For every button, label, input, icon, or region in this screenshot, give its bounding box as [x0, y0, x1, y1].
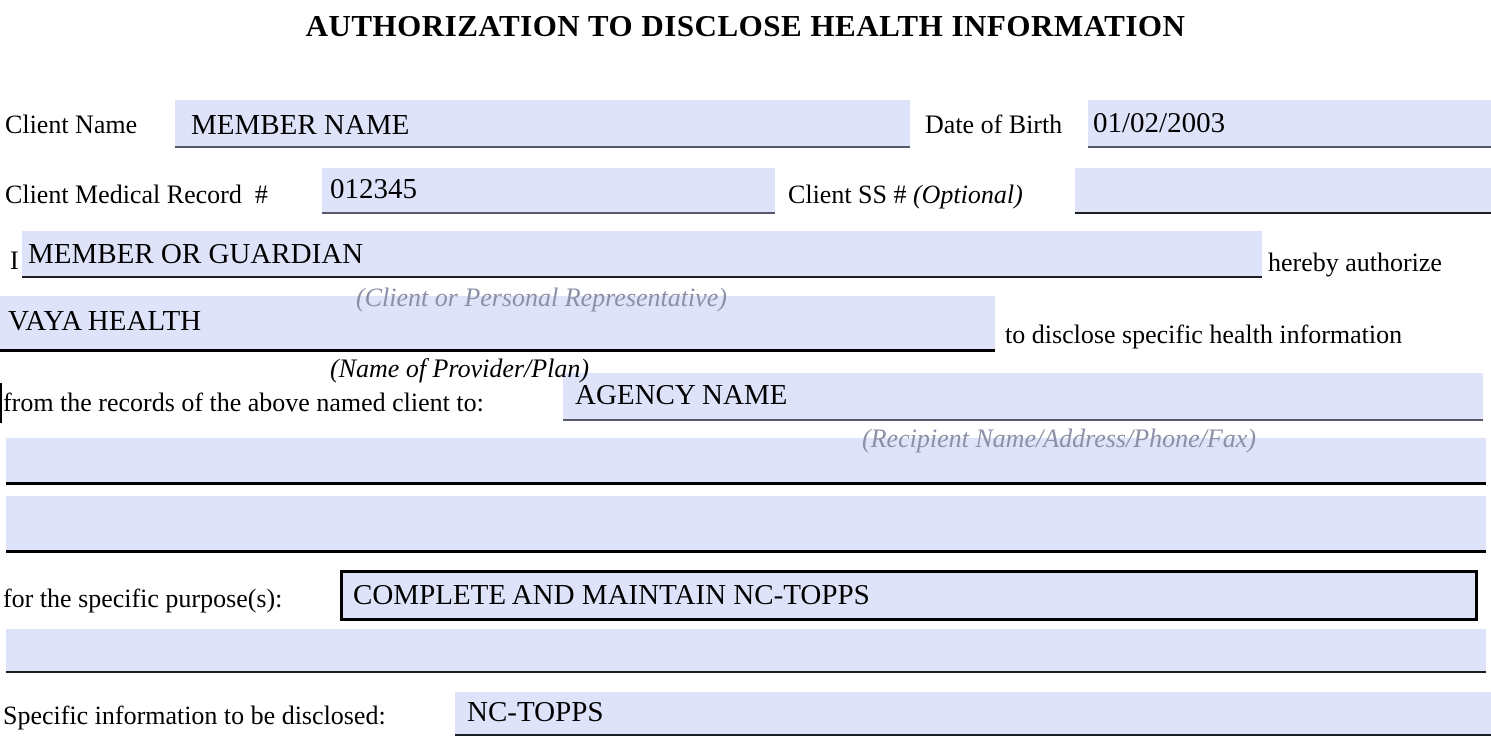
- authorizer-prefix: I: [10, 246, 19, 275]
- authorizer-caption: (Client or Personal Representative): [356, 283, 727, 312]
- ss-number-label: Client SS # (Optional): [788, 180, 1023, 209]
- form-title: AUTHORIZATION TO DISCLOSE HEALTH INFORMATION: [305, 8, 1186, 43]
- client-name-field[interactable]: [175, 100, 910, 148]
- recipient-field[interactable]: [563, 373, 1483, 421]
- medical-record-field[interactable]: [322, 168, 775, 214]
- ss-number-field[interactable]: [1075, 168, 1491, 214]
- purpose-field[interactable]: [340, 570, 1478, 621]
- date-of-birth-value: 01/02/2003: [1093, 107, 1226, 139]
- medical-record-value: 012345: [330, 173, 417, 205]
- purpose-extra-line-field[interactable]: [6, 629, 1486, 673]
- recipient-extra-line-2-field[interactable]: [6, 496, 1486, 553]
- disclosure-label: Specific information to be disclosed:: [3, 701, 386, 730]
- ss-optional-label: (Optional): [912, 180, 1023, 209]
- recipient-caption: (Recipient Name/Address/Phone/Fax): [862, 424, 1256, 453]
- authorizer-value: MEMBER OR GUARDIAN: [28, 238, 364, 270]
- authorizer-field[interactable]: [22, 231, 1262, 278]
- provider-value: VAYA HEALTH: [8, 305, 202, 337]
- hereby-authorize-label: hereby authorize: [1268, 248, 1442, 277]
- disclosure-value: NC-TOPPS: [467, 696, 604, 728]
- recipient-label: from the records of the above named client to:: [3, 388, 484, 417]
- recipient-extra-line-1-field[interactable]: [6, 438, 1486, 485]
- purpose-label: for the specific purpose(s):: [3, 584, 283, 613]
- medical-record-label: Client Medical Record #: [5, 180, 268, 209]
- purpose-value: COMPLETE AND MAINTAIN NC-TOPPS: [353, 579, 870, 611]
- disclose-info-label: to disclose specific health information: [1005, 320, 1403, 349]
- text-caret: [0, 383, 2, 423]
- recipient-value: AGENCY NAME: [575, 379, 788, 411]
- date-of-birth-label: Date of Birth: [925, 110, 1063, 139]
- date-of-birth-field[interactable]: [1088, 100, 1491, 148]
- disclosure-field[interactable]: [455, 692, 1491, 736]
- provider-caption: (Name of Provider/Plan): [330, 354, 589, 383]
- client-name-value: MEMBER NAME: [191, 109, 410, 141]
- client-name-label: Client Name: [5, 110, 138, 139]
